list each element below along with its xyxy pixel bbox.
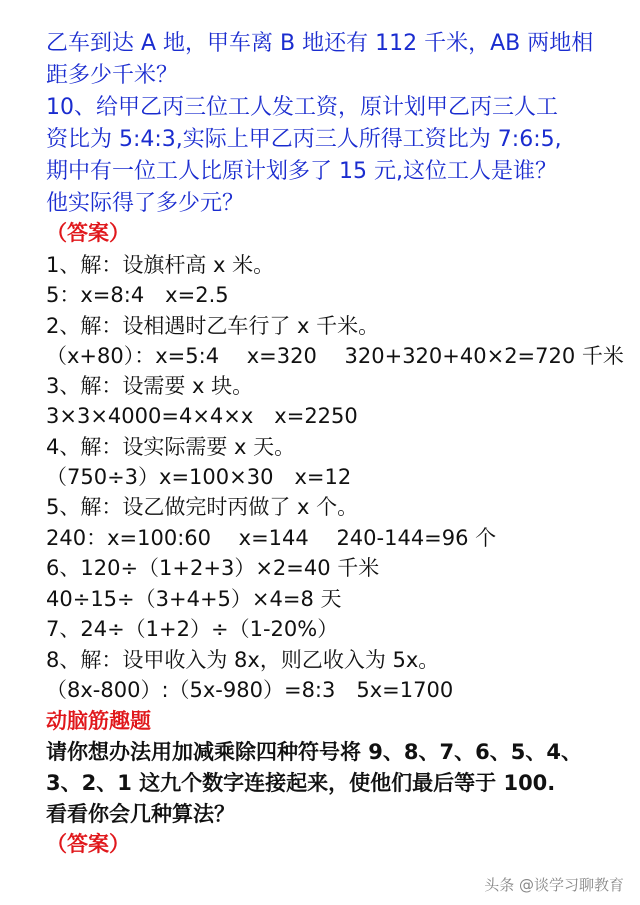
brain-teaser-heading: 动脑筋趣题 xyxy=(46,709,151,733)
question-continuation-line-1: 乙车到达 A 地，甲车离 B 地还有 112 千米，AB 两地相 xyxy=(46,31,594,56)
answer-line-8: （750÷3）x=100×30 x=12 xyxy=(46,465,352,489)
answer-line-4: （x+80）：x=5:4 x=320 320+320+40×2=720 千米 xyxy=(46,344,624,368)
answer-line-11: 6、120÷（1+2+3）×2=40 千米 xyxy=(46,556,380,580)
question-10-line-2: 资比为 5:4:3,实际上甲乙丙三人所得工资比为 7:6:5, xyxy=(46,127,562,152)
answer-heading: （答案） xyxy=(46,221,130,245)
answer-line-9: 5、解：设乙做完时丙做了 x 个。 xyxy=(46,495,359,519)
brain-teaser-line-3: 看看你会几种算法？ xyxy=(46,802,235,826)
answer-line-7: 4、解：设实际需要 x 天。 xyxy=(46,435,296,459)
answer-line-5: 3、解：设需要 x 块。 xyxy=(46,374,254,398)
answer-line-2: 5：x=8:4 x=2.5 xyxy=(46,283,229,307)
answer-line-12: 40÷15÷（3+4+5）×4=8 天 xyxy=(46,587,342,611)
answer-line-6: 3×3×4000=4×4×x x=2250 xyxy=(46,404,358,428)
question-continuation-line-2: 距多少千米？ xyxy=(46,63,179,88)
question-10-line-3: 期中有一位工人比原计划多了 15 元,这位工人是谁？ xyxy=(46,159,557,184)
answer-line-3: 2、解：设相遇时乙车行了 x 千米。 xyxy=(46,314,380,338)
brain-teaser-line-2: 3、2、1 这九个数字连接起来，使他们最后等于 100. xyxy=(46,771,556,795)
question-10-line-4: 他实际得了多少元？ xyxy=(46,191,245,216)
answer-line-10: 240：x=100:60 x=144 240-144=96 个 xyxy=(46,526,497,550)
answer-line-14: 8、解：设甲收入为 8x，则乙收入为 5x。 xyxy=(46,648,440,672)
watermark: 头条 @谈学习聊教育 xyxy=(484,876,624,894)
answer-heading-2: （答案） xyxy=(46,832,130,856)
answer-line-15: （8x-800）:（5x-980）=8:3 5x=1700 xyxy=(46,678,454,702)
question-10-line-1: 10、给甲乙丙三位工人发工资，原计划甲乙丙三人工 xyxy=(46,95,558,120)
answer-line-1: 1、解：设旗杆高 x 米。 xyxy=(46,253,275,277)
brain-teaser-line-1: 请你想办法用加减乘除四种符号将 9、8、7、6、5、4、 xyxy=(46,740,582,764)
answer-line-13: 7、24÷（1+2）÷（1-20%） xyxy=(46,617,339,641)
